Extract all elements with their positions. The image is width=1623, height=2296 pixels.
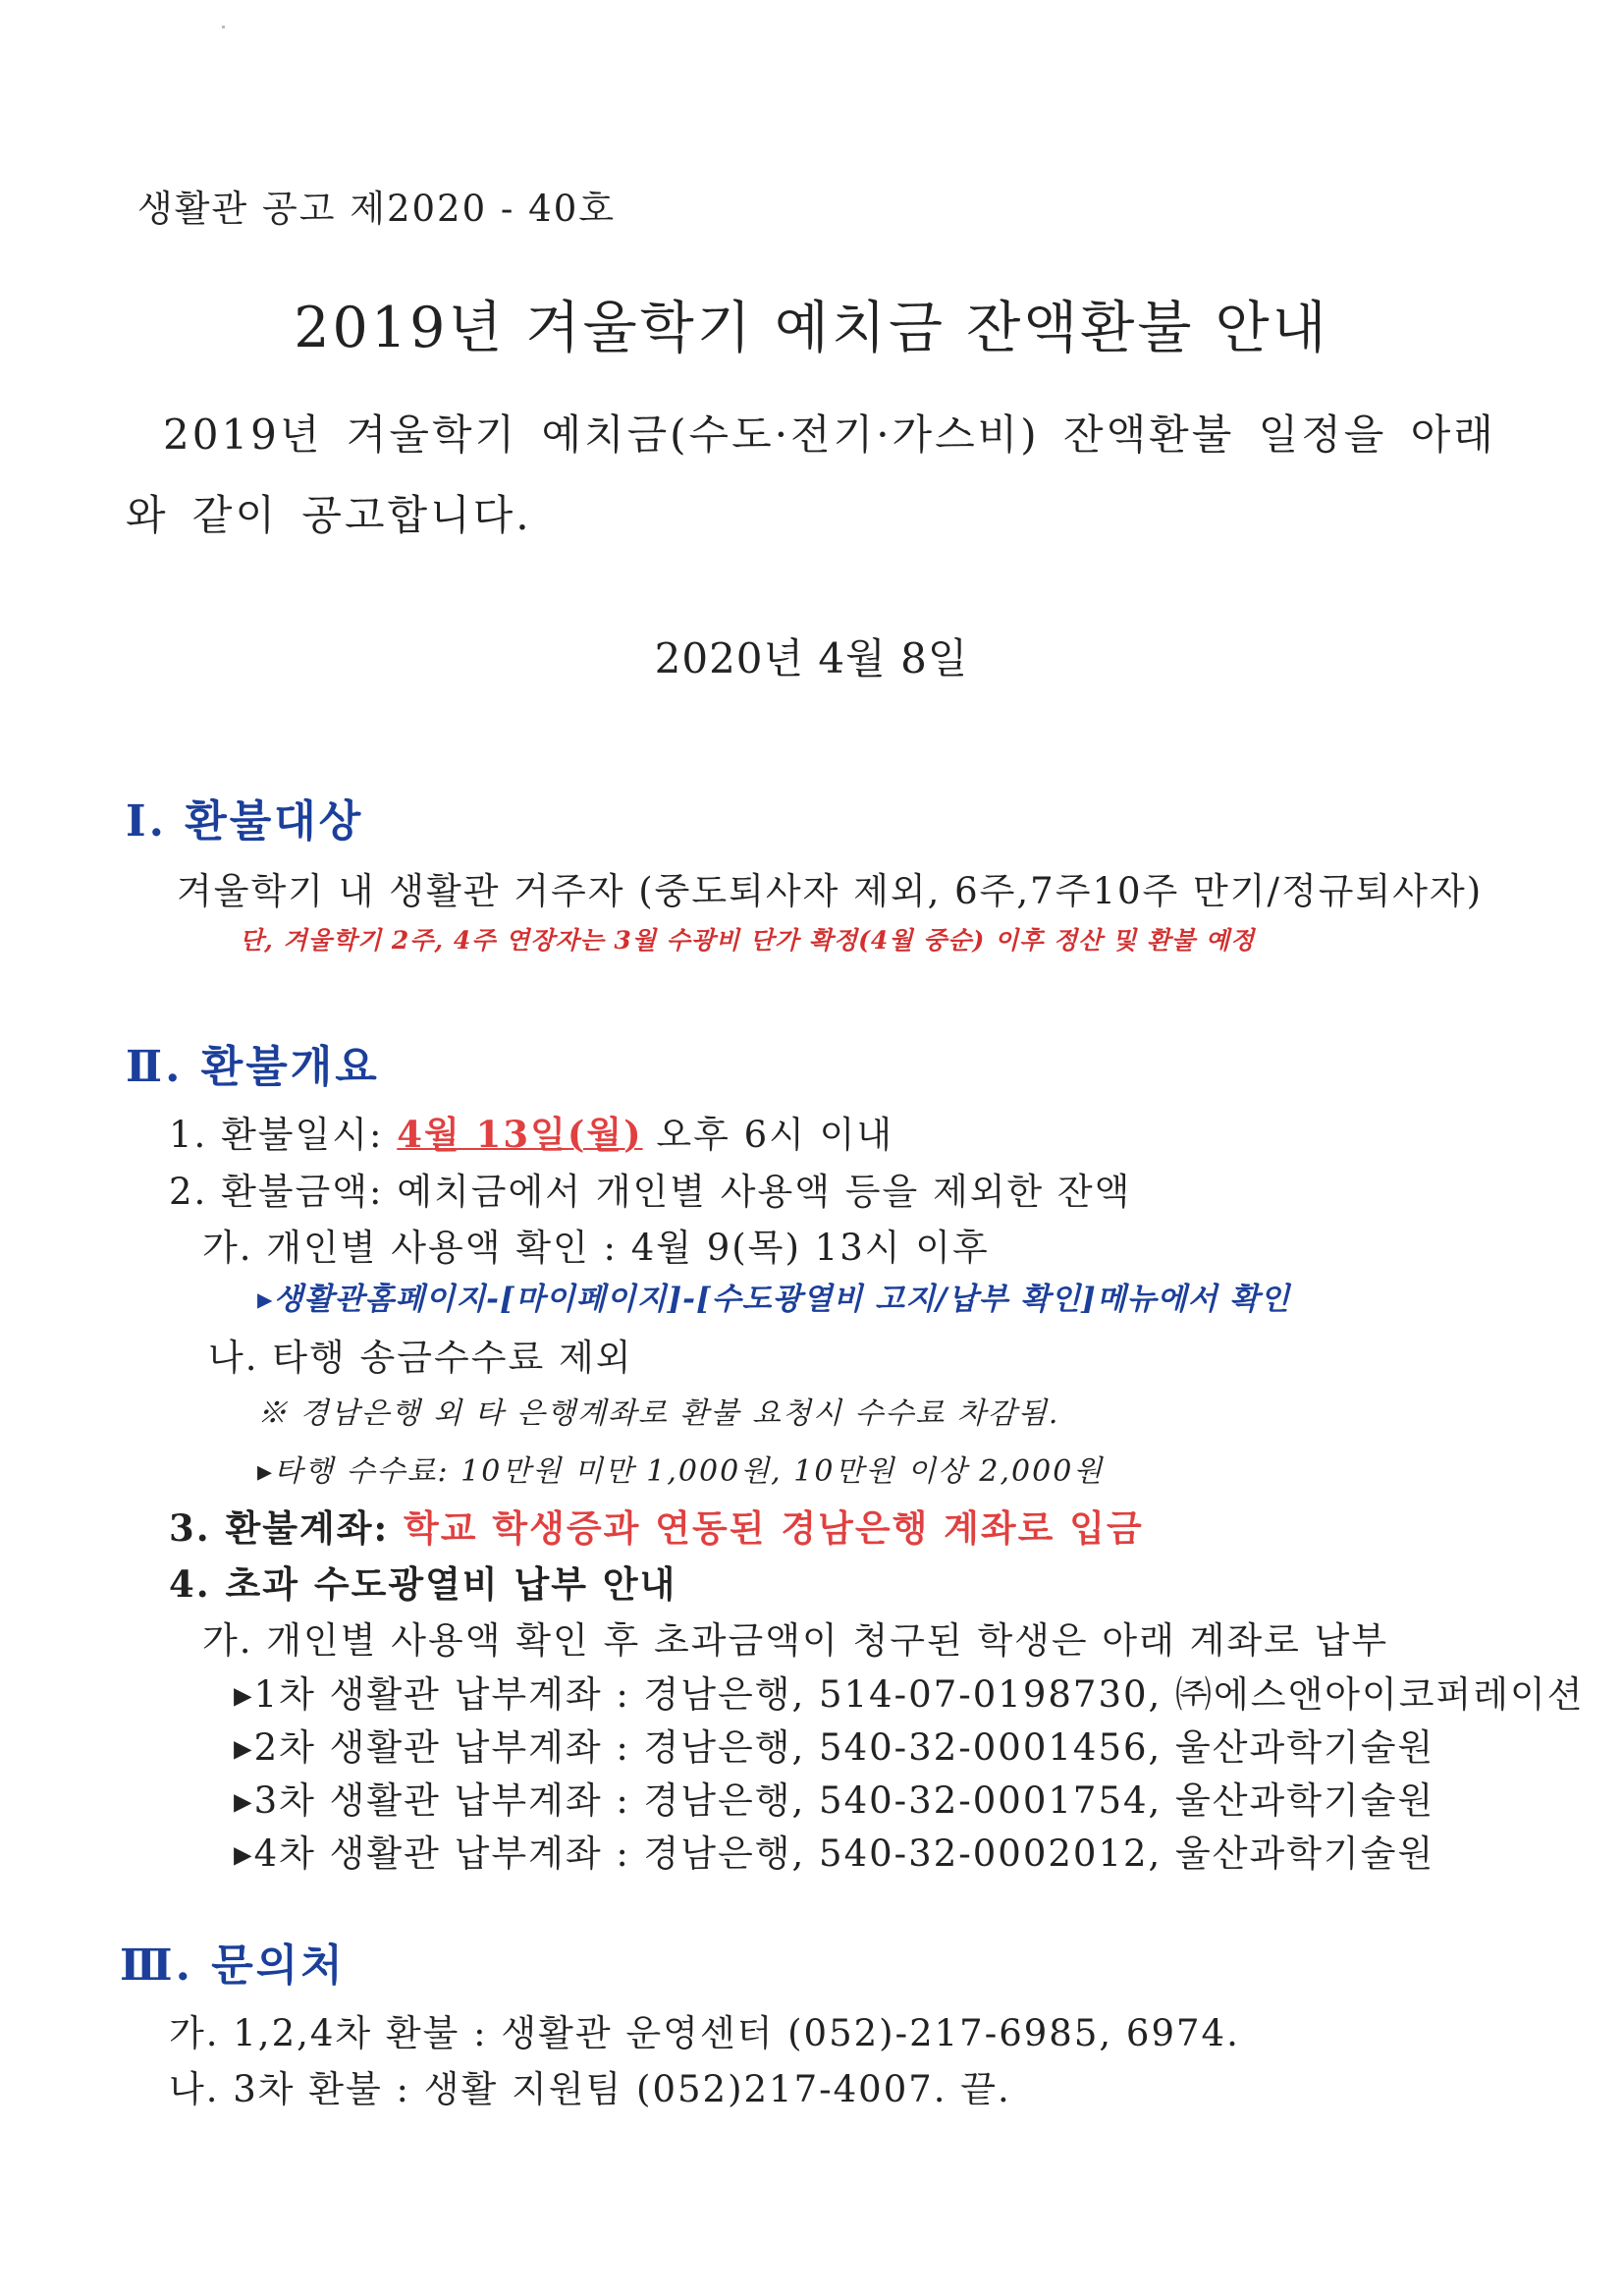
refund-account-label: 3. 환불계좌: [169,1506,405,1550]
contact-item: 가. 1,2,4차 환불 : 생활관 운영센터 (052)-217-6985, 6974. [169,2012,1240,2054]
fee-deduction-note: ※ 경남은행 외 타 은행계좌로 환불 요청시 수수료 차감됨. [257,1396,1060,1431]
excess-payment-item: 4. 초과 수도광열비 납부 안내 [169,1562,677,1606]
transfer-fee-item: 나. 타행 송금수수료 제외 [208,1337,633,1379]
extension-note: 단, 겨울학기 2주, 4주 연장자는 3월 수광비 단가 확정(4월 중순) 이후 정산 및 환불 예정 [240,926,1256,955]
section-1-heading: Ⅰ. 환불대상 [126,796,364,847]
account-list-item: ▸3차 생활관 납부계좌 : 경남은행, 540-32-0001754, 울산과학기술원 [234,1779,1435,1822]
refund-account-value: 학교 학생증과 연동된 경남은행 계좌로 입금 [404,1506,1144,1550]
account-list-item: ▸1차 생활관 납부계좌 : 경남은행, 514-07-0198730, ㈜에스앤아이코퍼레이션 [234,1673,1585,1716]
refund-date-time: 오후 6시 이내 [642,1114,894,1156]
account-list-item: ▸2차 생활관 납부계좌 : 경남은행, 540-32-0001456, 울산과학기술원 [234,1726,1435,1769]
section-3-heading: Ⅲ. 문의처 [120,1941,346,1991]
refund-target: 겨울학기 내 생활관 거주자 (중도퇴사자 제외, 6주,7주10주 만기/정규퇴사자) [177,870,1484,912]
intro-paragraph: 2019년 겨울학기 예치금(수도·전기·가스비) 잔액환불 일정을 아래와 같이 공고합니다. [126,410,1496,539]
refund-date-value: 4월 13일(월) [397,1113,643,1156]
notice-date: 2020년 4월 8일 [654,634,969,683]
refund-date-item [169,1105,893,1158]
fee-amount-note: ▸타행 수수료: 10만원 미만 1,000원, 10만원 이상 2,000원 [257,1454,1105,1489]
page-title: 2019년 겨울학기 예치금 잔액환불 안내 [294,296,1329,360]
scan-speck [222,26,225,28]
homepage-menu-note: ▸생활관홈페이지-[마이페이지]-[수도광열비 고지/납부 확인]메뉴에서 확인 [257,1282,1291,1317]
account-list-item: ▸4차 생활관 납부계좌 : 경남은행, 540-32-0002012, 울산과학기술원 [234,1832,1435,1875]
notice-number: 생활관 공고 제2020 - 40호 [137,188,616,230]
refund-account-item [169,1499,1144,1552]
excess-payment-instruction: 가. 개인별 사용액 확인 후 초과금액이 청구된 학생은 아래 계좌로 납부 [202,1619,1389,1662]
section-2-heading: Ⅱ. 환불개요 [126,1042,380,1092]
refund-amount-item: 2. 환불금액: 예치금에서 개인별 사용액 등을 제외한 잔액 [169,1171,1132,1213]
refund-date-label: 1. 환불일시: [169,1114,398,1156]
contact-item: 나. 3차 환불 : 생활 지원팀 (052)217-4007. 끝. [169,2068,1011,2110]
usage-check-item: 가. 개인별 사용액 확인 : 4월 9(목) 13시 이후 [202,1227,990,1269]
